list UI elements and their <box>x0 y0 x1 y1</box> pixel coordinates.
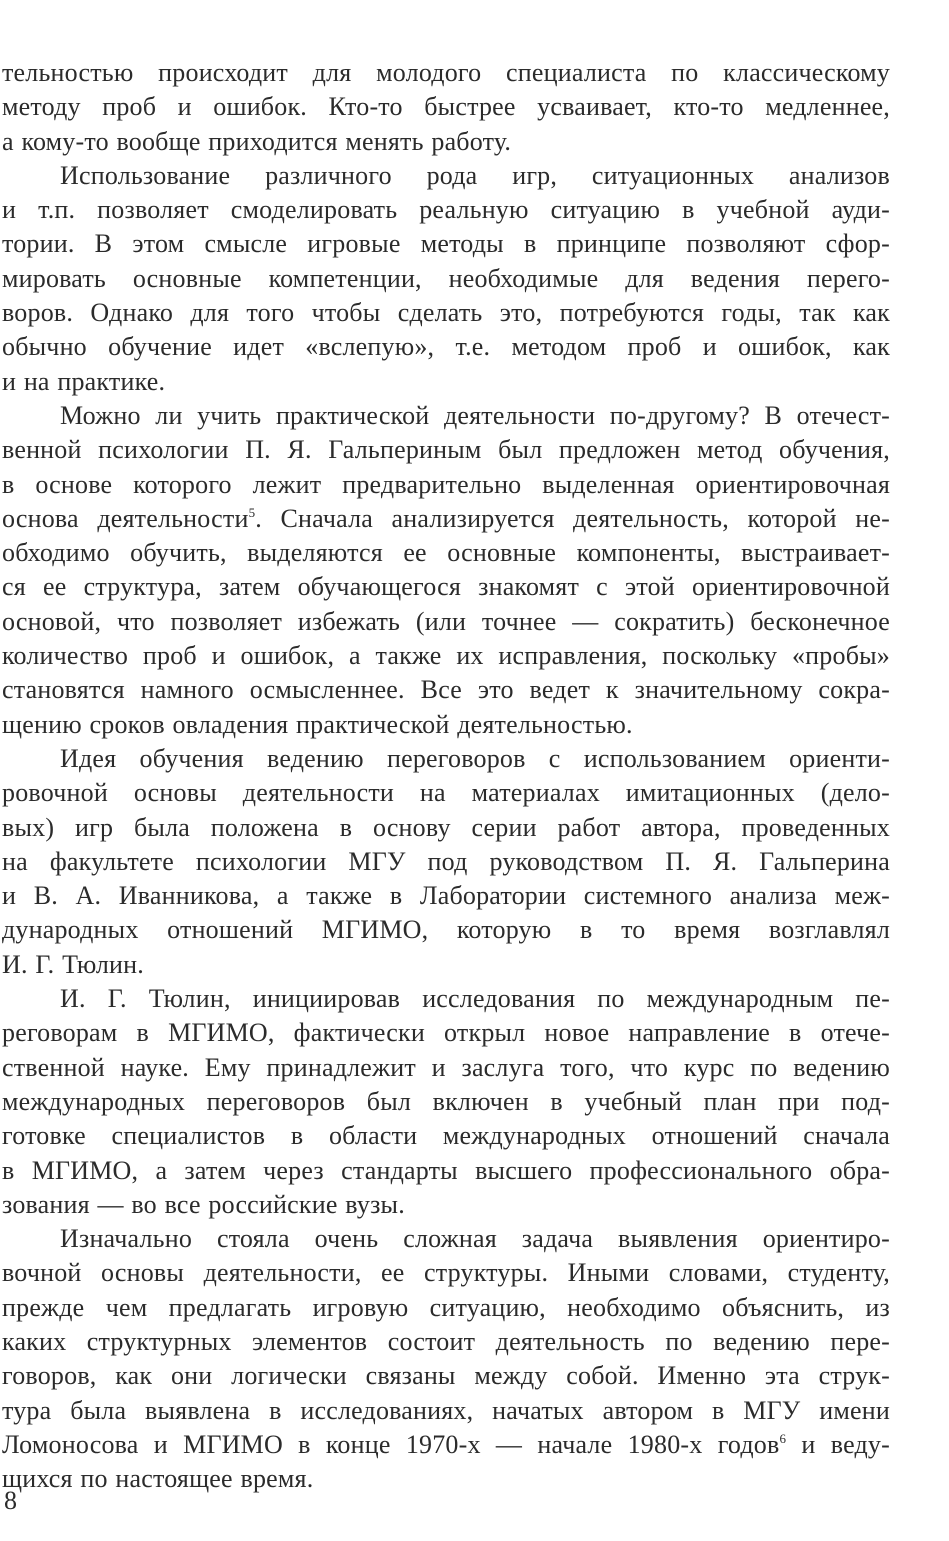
text-fragment: и веду- <box>786 1429 890 1459</box>
text-line: основой, что позволяет избежать (или точнее — сократить) бесконечное <box>2 606 890 636</box>
text-line: венной психологии П. Я. Гальпериным был предложен метод обучения, <box>2 435 890 465</box>
text-line: на факультете психологии МГУ под руководством П. Я. Гальперина <box>2 846 890 876</box>
text-line: и т.п. позволяет смоделировать реальную ситуацию в учебной ауди- <box>2 195 890 225</box>
text-line: обычно обучение идет «вслепую», т.е. методом проб и ошибок, как <box>2 332 890 362</box>
text-line: и на практике. <box>2 366 166 396</box>
footnote-reference[interactable]: 5 <box>248 504 256 520</box>
text-line: становятся намного осмысленнее. Все это ведет к значительному сокра- <box>2 675 890 705</box>
paragraph-2 <box>2 159 890 399</box>
paragraph-6 <box>2 1222 890 1496</box>
page-number: 8 <box>4 1486 17 1515</box>
paragraph-5 <box>2 982 890 1222</box>
text-line: тории. В этом смысле игровые методы в принципе позволяют сфор- <box>2 229 890 259</box>
text-fragment: Ломоносова и МГИМО в конце 1970-х — начале 1980-х годов <box>2 1429 780 1459</box>
text-line: в основе которого лежит предварительно выделенная ориентировочная <box>2 469 890 499</box>
text-line: обходимо обучить, выделяются ее основные компоненты, выстраивает- <box>2 538 890 568</box>
text-line: реговорам в МГИМО, фактически открыл новое направление в отече- <box>2 1018 890 1048</box>
footnote-reference[interactable]: 6 <box>779 1430 787 1446</box>
text-line: и В. А. Иванникова, а также в Лаборатории системного анализа меж- <box>2 881 890 911</box>
text-line: ся ее структура, затем обучающегося знакомят с этой ориентировочной <box>2 572 890 602</box>
text-line: ровочной основы деятельности на материалах имитационных (дело- <box>2 778 890 808</box>
text-line: методу проб и ошибок. Кто-то быстрее усваивает, кто-то медленнее, <box>2 92 890 122</box>
text-line: Идея обучения ведению переговоров с использованием ориенти- <box>60 743 890 773</box>
text-line: каких структурных элементов состоит деятельность по ведению пере- <box>2 1326 890 1356</box>
text-line: Можно ли учить практической деятельности по-другому? В отечест- <box>60 400 890 430</box>
text-line: прежде чем предлагать игровую ситуацию, необходимо объяснить, из <box>2 1292 890 1322</box>
text-line: ственной науке. Ему принадлежит и заслуга того, что курс по ведению <box>2 1052 890 1082</box>
text-line: в МГИМО, а затем через стандарты высшего профессионального обра- <box>2 1155 890 1185</box>
text-line: готовке специалистов в области международных отношений сначала <box>2 1121 890 1151</box>
text-line-with-footnote <box>2 502 890 536</box>
text-line: тельностью происходит для молодого специалиста по классическому <box>2 58 890 87</box>
text-line: И. Г. Тюлин. <box>2 949 144 979</box>
text-line: а кому-то вообще приходится менять работу. <box>2 126 512 156</box>
body-text <box>2 56 890 1496</box>
text-fragment: основа деятельности <box>2 503 249 533</box>
text-line: вочной основы деятельности, ее структуры. Иными словами, студенту, <box>2 1258 890 1288</box>
text-line: воров. Однако для того чтобы сделать это, потребуются годы, так как <box>2 298 890 328</box>
paragraph-4 <box>2 742 890 982</box>
text-line: щению сроков овладения практической деятельностью. <box>2 709 633 739</box>
text-line: щихся по настоящее время. <box>2 1464 314 1494</box>
text-line: мировать основные компетенции, необходимые для ведения перего- <box>2 263 890 293</box>
text-line: дународных отношений МГИМО, которую в то время возглавлял <box>2 915 890 945</box>
text-fragment: . Сначала анализируется деятельность, которой не- <box>255 503 890 533</box>
text-line: И. Г. Тюлин, инициировав исследования по международным пе- <box>60 984 890 1014</box>
text-line: говоров, как они логически связаны между собой. Именно эта струк- <box>2 1361 890 1391</box>
paragraph-1 <box>2 56 890 159</box>
text-line: Использование различного рода игр, ситуационных анализов <box>60 160 890 190</box>
text-line: вых) игр была положена в основу серии работ автора, проведенных <box>2 812 890 842</box>
text-line: тура была выявлена в исследованиях, начатых автором в МГУ имени <box>2 1395 890 1425</box>
text-line-with-footnote <box>2 1428 890 1462</box>
text-line: Изначально стояла очень сложная задача выявления ориентиро- <box>60 1224 890 1254</box>
text-line: количество проб и ошибок, а также их исправления, поскольку «пробы» <box>2 641 890 671</box>
text-line: зования — во все российские вузы. <box>2 1189 405 1219</box>
text-line: международных переговоров был включен в учебный план при под- <box>2 1086 890 1116</box>
paragraph-3 <box>2 399 890 742</box>
